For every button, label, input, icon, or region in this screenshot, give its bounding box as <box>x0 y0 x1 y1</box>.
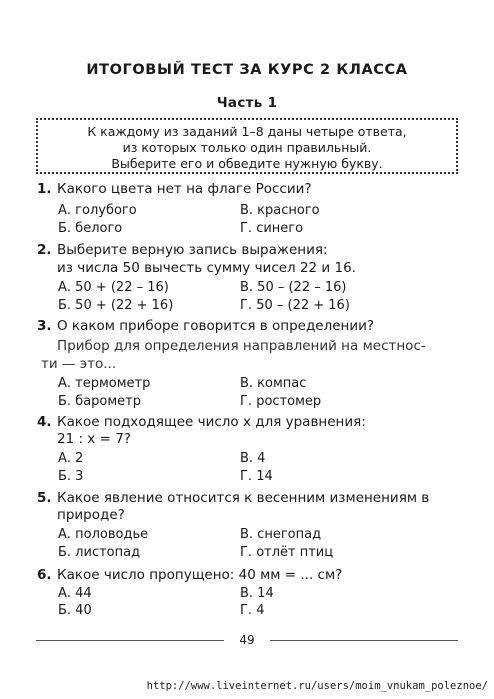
question-text-line-2: 21 : x = 7? <box>57 431 131 447</box>
option-g[interactable]: Г. 4 <box>240 603 265 618</box>
question-text-line-2: природе? <box>57 507 125 523</box>
option-b[interactable]: Б. барометр <box>58 394 142 409</box>
question-text: Какое явление относится к весенним изменениям в <box>57 490 430 506</box>
question-text: Какое подходящее число x для уравнения: <box>57 414 366 430</box>
option-g[interactable]: Г. 14 <box>240 469 273 484</box>
option-v[interactable]: В. 14 <box>240 586 274 601</box>
option-g[interactable]: Г. ростомер <box>240 394 322 409</box>
question-number: 5. <box>37 490 52 506</box>
option-g[interactable]: Г. 50 – (22 + 16) <box>240 298 350 313</box>
question-text: Какое число пропущено: 40 мм = ... см? <box>57 567 343 583</box>
question-text-line-2: из числа 50 вычесть сумму чисел 22 и 16. <box>57 260 356 276</box>
question-text: О каком приборе говорится в определении? <box>57 318 375 334</box>
page-number: 49 <box>239 633 255 647</box>
part-heading: Часть 1 <box>216 95 278 111</box>
question-number: 3. <box>37 318 52 334</box>
option-a[interactable]: А. 2 <box>58 451 84 466</box>
option-v[interactable]: В. снегопад <box>240 527 322 542</box>
definition-text: Прибор для определения направлений на местнос- <box>57 338 426 354</box>
option-a[interactable]: А. термометр <box>58 376 151 391</box>
definition-text-line-2: ти — это... <box>41 356 117 372</box>
option-g[interactable]: Г. синего <box>240 221 304 236</box>
option-v[interactable]: В. 50 – (22 – 16) <box>240 280 347 295</box>
option-a[interactable]: А. 44 <box>58 586 92 601</box>
question-number: 6. <box>37 567 52 583</box>
option-a[interactable]: А. голубого <box>58 203 137 218</box>
source-url[interactable]: http://www.liveinternet.ru/users/moim_vnukam_poleznoe/ <box>146 680 488 692</box>
question-text: Какого цвета нет на флаге России? <box>57 181 312 197</box>
option-g[interactable]: Г. отлёт птиц <box>240 545 334 560</box>
instruction-line: из которых только один правильный. <box>122 140 372 155</box>
option-v[interactable]: В. 4 <box>240 451 266 466</box>
option-b[interactable]: Б. листопад <box>58 545 141 560</box>
instructions-box <box>36 118 458 174</box>
option-a[interactable]: А. 50 + (22 – 16) <box>58 280 169 295</box>
question-number: 2. <box>37 242 52 258</box>
option-b[interactable]: Б. 40 <box>58 603 92 618</box>
option-a[interactable]: А. половодье <box>58 527 149 542</box>
option-b[interactable]: Б. 50 + (22 + 16) <box>58 298 174 313</box>
option-b[interactable]: Б. белого <box>58 221 123 236</box>
question-text: Выберите верную запись выражения: <box>57 242 328 258</box>
question-number: 4. <box>37 414 52 430</box>
option-v[interactable]: В. компас <box>240 376 307 391</box>
question-number: 1. <box>37 181 52 197</box>
option-b[interactable]: Б. 3 <box>58 469 84 484</box>
option-v[interactable]: В. красного <box>240 203 320 218</box>
instruction-line: К каждому из заданий 1–8 даны четыре ответа, <box>87 124 407 139</box>
instruction-line: Выберите его и обведите нужную букву. <box>111 156 383 171</box>
page-title: ИТОГОВЫЙ ТЕСТ ЗА КУРС 2 КЛАССА <box>86 62 408 78</box>
